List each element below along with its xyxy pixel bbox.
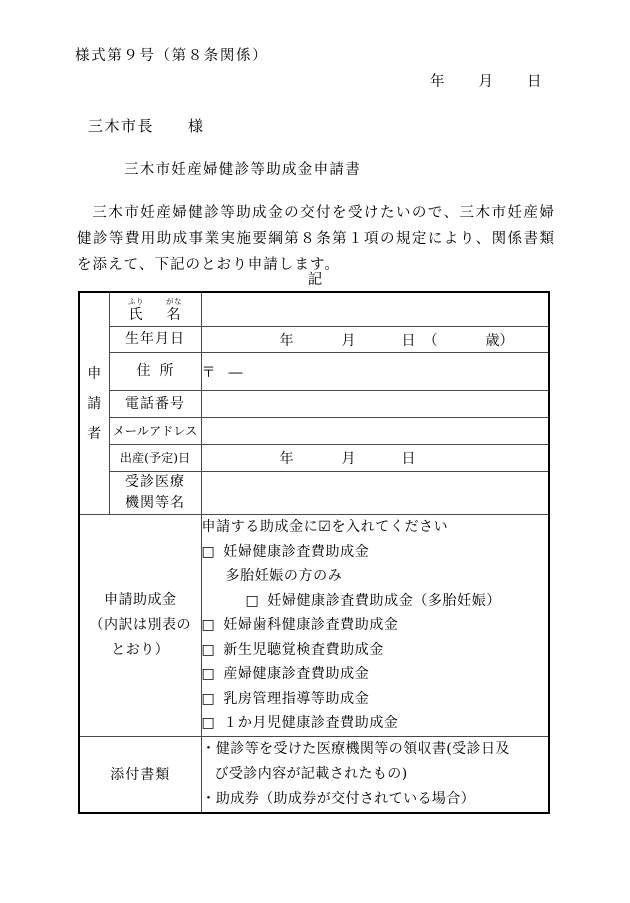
institution-label — [109, 472, 201, 515]
table-row-institution — [79, 472, 549, 515]
form-number: 様式第９号（第８条関係） — [75, 48, 269, 64]
name-ruby-1 — [128, 297, 144, 323]
attachment-item-receipt-cont: び受診内容が記載されたもの) — [214, 765, 408, 782]
age-open-paren: （ — [423, 332, 438, 349]
subsidy-label-line1: 申請助成金 — [104, 591, 177, 608]
name-char-1: 氏 — [128, 306, 144, 323]
subsidy-instruction: 申請する助成金に☑を入れてください — [201, 519, 449, 535]
applicant-char-3: 者 — [87, 425, 102, 442]
table-row-birthdate — [79, 327, 549, 353]
table-row-address — [79, 353, 549, 391]
checkbox-icon: □ — [201, 666, 216, 682]
name-ruby-2 — [166, 297, 182, 323]
addressee-honorific: 様 — [188, 117, 205, 135]
checkbox-option-label: 乳房管理指導等助成金 — [223, 690, 370, 707]
checkbox-option-label: １か月児健康診査費助成金 — [223, 715, 399, 731]
checkbox-option-label: 妊婦健康診査費助成金（多胎妊娠） — [267, 592, 501, 609]
checkbox-icon: □ — [201, 617, 216, 633]
ki-mark: 記 — [307, 272, 323, 288]
attachment-item-receipt: ・健診等を受けた医療機関等の領収書(受診日及 — [201, 740, 510, 757]
table-row-email — [79, 418, 549, 445]
birth-month-label: 月 — [341, 332, 356, 349]
date-month-label: 月 — [478, 74, 493, 90]
checkbox-option-maternity-checkup-multiple[interactable] — [202, 589, 549, 614]
phone-label: 電話番号 — [109, 391, 201, 418]
checkbox-icon: □ — [201, 690, 216, 707]
due-date-label: 出産(予定)日 — [109, 445, 201, 472]
attachments-label: 添付書類 — [79, 736, 201, 813]
age-unit-label: 歳） — [485, 332, 514, 349]
checkbox-option-label: 妊婦健康診査費助成金 — [223, 543, 370, 560]
attachment-item-voucher: ・助成券（助成券が交付されている場合） — [201, 790, 476, 807]
due-year-label: 年 — [279, 451, 294, 467]
checkbox-option-breast-care[interactable] — [202, 687, 549, 712]
document-body — [77, 200, 555, 278]
table-row-phone — [79, 391, 549, 418]
email-label: メールアドレス — [109, 418, 201, 445]
name-label — [109, 292, 201, 327]
addressee — [88, 115, 205, 136]
birth-day-label: 日 — [401, 332, 416, 349]
body-paragraph: 三木市妊産婦健診等助成金の交付を受けたいので、三木市妊産婦健診等費用助成事業実施要綱第８条第１項の規定により、関係書類を添えて、下記のとおり申請します。 — [77, 205, 555, 273]
birth-year-label: 年 — [279, 332, 294, 349]
birthdate-label: 生年月日 — [109, 327, 201, 353]
address-input-field[interactable] — [201, 353, 549, 391]
addressee-name: 三木市長 — [88, 117, 155, 135]
name-char-2: 名 — [166, 306, 182, 323]
attachments-list — [201, 736, 549, 813]
applicant-char-1: 申 — [87, 365, 102, 382]
table-row-attachments — [79, 736, 549, 813]
furigana-2: がな — [166, 296, 182, 306]
checkbox-option-newborn-hearing[interactable] — [202, 638, 549, 663]
due-date-input-field[interactable] — [201, 445, 549, 472]
table-row-name — [79, 292, 549, 327]
submission-date-line — [430, 70, 542, 91]
application-form-table — [78, 291, 550, 814]
address-label: 住所 — [109, 353, 201, 391]
applicant-char-2: 請 — [87, 395, 102, 412]
institution-label-line2: 機関等名 — [125, 495, 185, 511]
date-day-label: 日 — [527, 74, 542, 90]
multiple-pregnancy-note: 多胎妊娠の方のみ — [225, 568, 343, 584]
birthdate-input-field[interactable] — [201, 327, 549, 353]
checkbox-option-label: 新生児聴覚検査費助成金 — [223, 641, 384, 658]
subsidy-label-line3: とおり） — [111, 641, 170, 658]
institution-input-field[interactable] — [201, 472, 549, 515]
subsidy-section-label — [79, 515, 201, 737]
checkbox-icon: □ — [201, 641, 216, 658]
checkbox-option-postpartum-checkup[interactable] — [202, 662, 549, 687]
phone-input-field[interactable] — [201, 391, 549, 418]
postal-mark-icon: 〒 — [201, 364, 216, 381]
table-row-due-date — [79, 445, 549, 472]
document-title: 三木市妊産婦健診等助成金申請書 — [124, 162, 361, 178]
due-month-label: 月 — [341, 451, 356, 467]
due-day-label: 日 — [401, 451, 416, 467]
checkbox-option-maternity-checkup[interactable] — [202, 540, 549, 565]
institution-label-line1: 受診医療 — [125, 474, 185, 490]
checkbox-option-label: 妊婦歯科健康診査費助成金 — [223, 617, 399, 633]
furigana-1: ふり — [128, 296, 144, 306]
name-input-field[interactable] — [201, 292, 549, 327]
checkbox-option-one-month-checkup[interactable] — [202, 711, 549, 736]
subsidy-checkbox-list — [201, 515, 549, 737]
checkbox-icon: □ — [201, 715, 216, 731]
table-row-subsidy — [79, 515, 549, 737]
checkbox-option-dental-checkup[interactable] — [202, 613, 549, 638]
email-input-field[interactable] — [201, 418, 549, 445]
checkbox-option-label: 産婦健康診査費助成金 — [223, 666, 370, 682]
checkbox-icon: □ — [245, 592, 260, 609]
checkbox-icon: □ — [201, 543, 216, 560]
date-year-label: 年 — [430, 74, 445, 90]
postal-code-dash: ― — [228, 364, 243, 381]
subsidy-label-line2: （内訳は別表の — [89, 616, 191, 633]
applicant-vertical-label — [79, 292, 109, 515]
